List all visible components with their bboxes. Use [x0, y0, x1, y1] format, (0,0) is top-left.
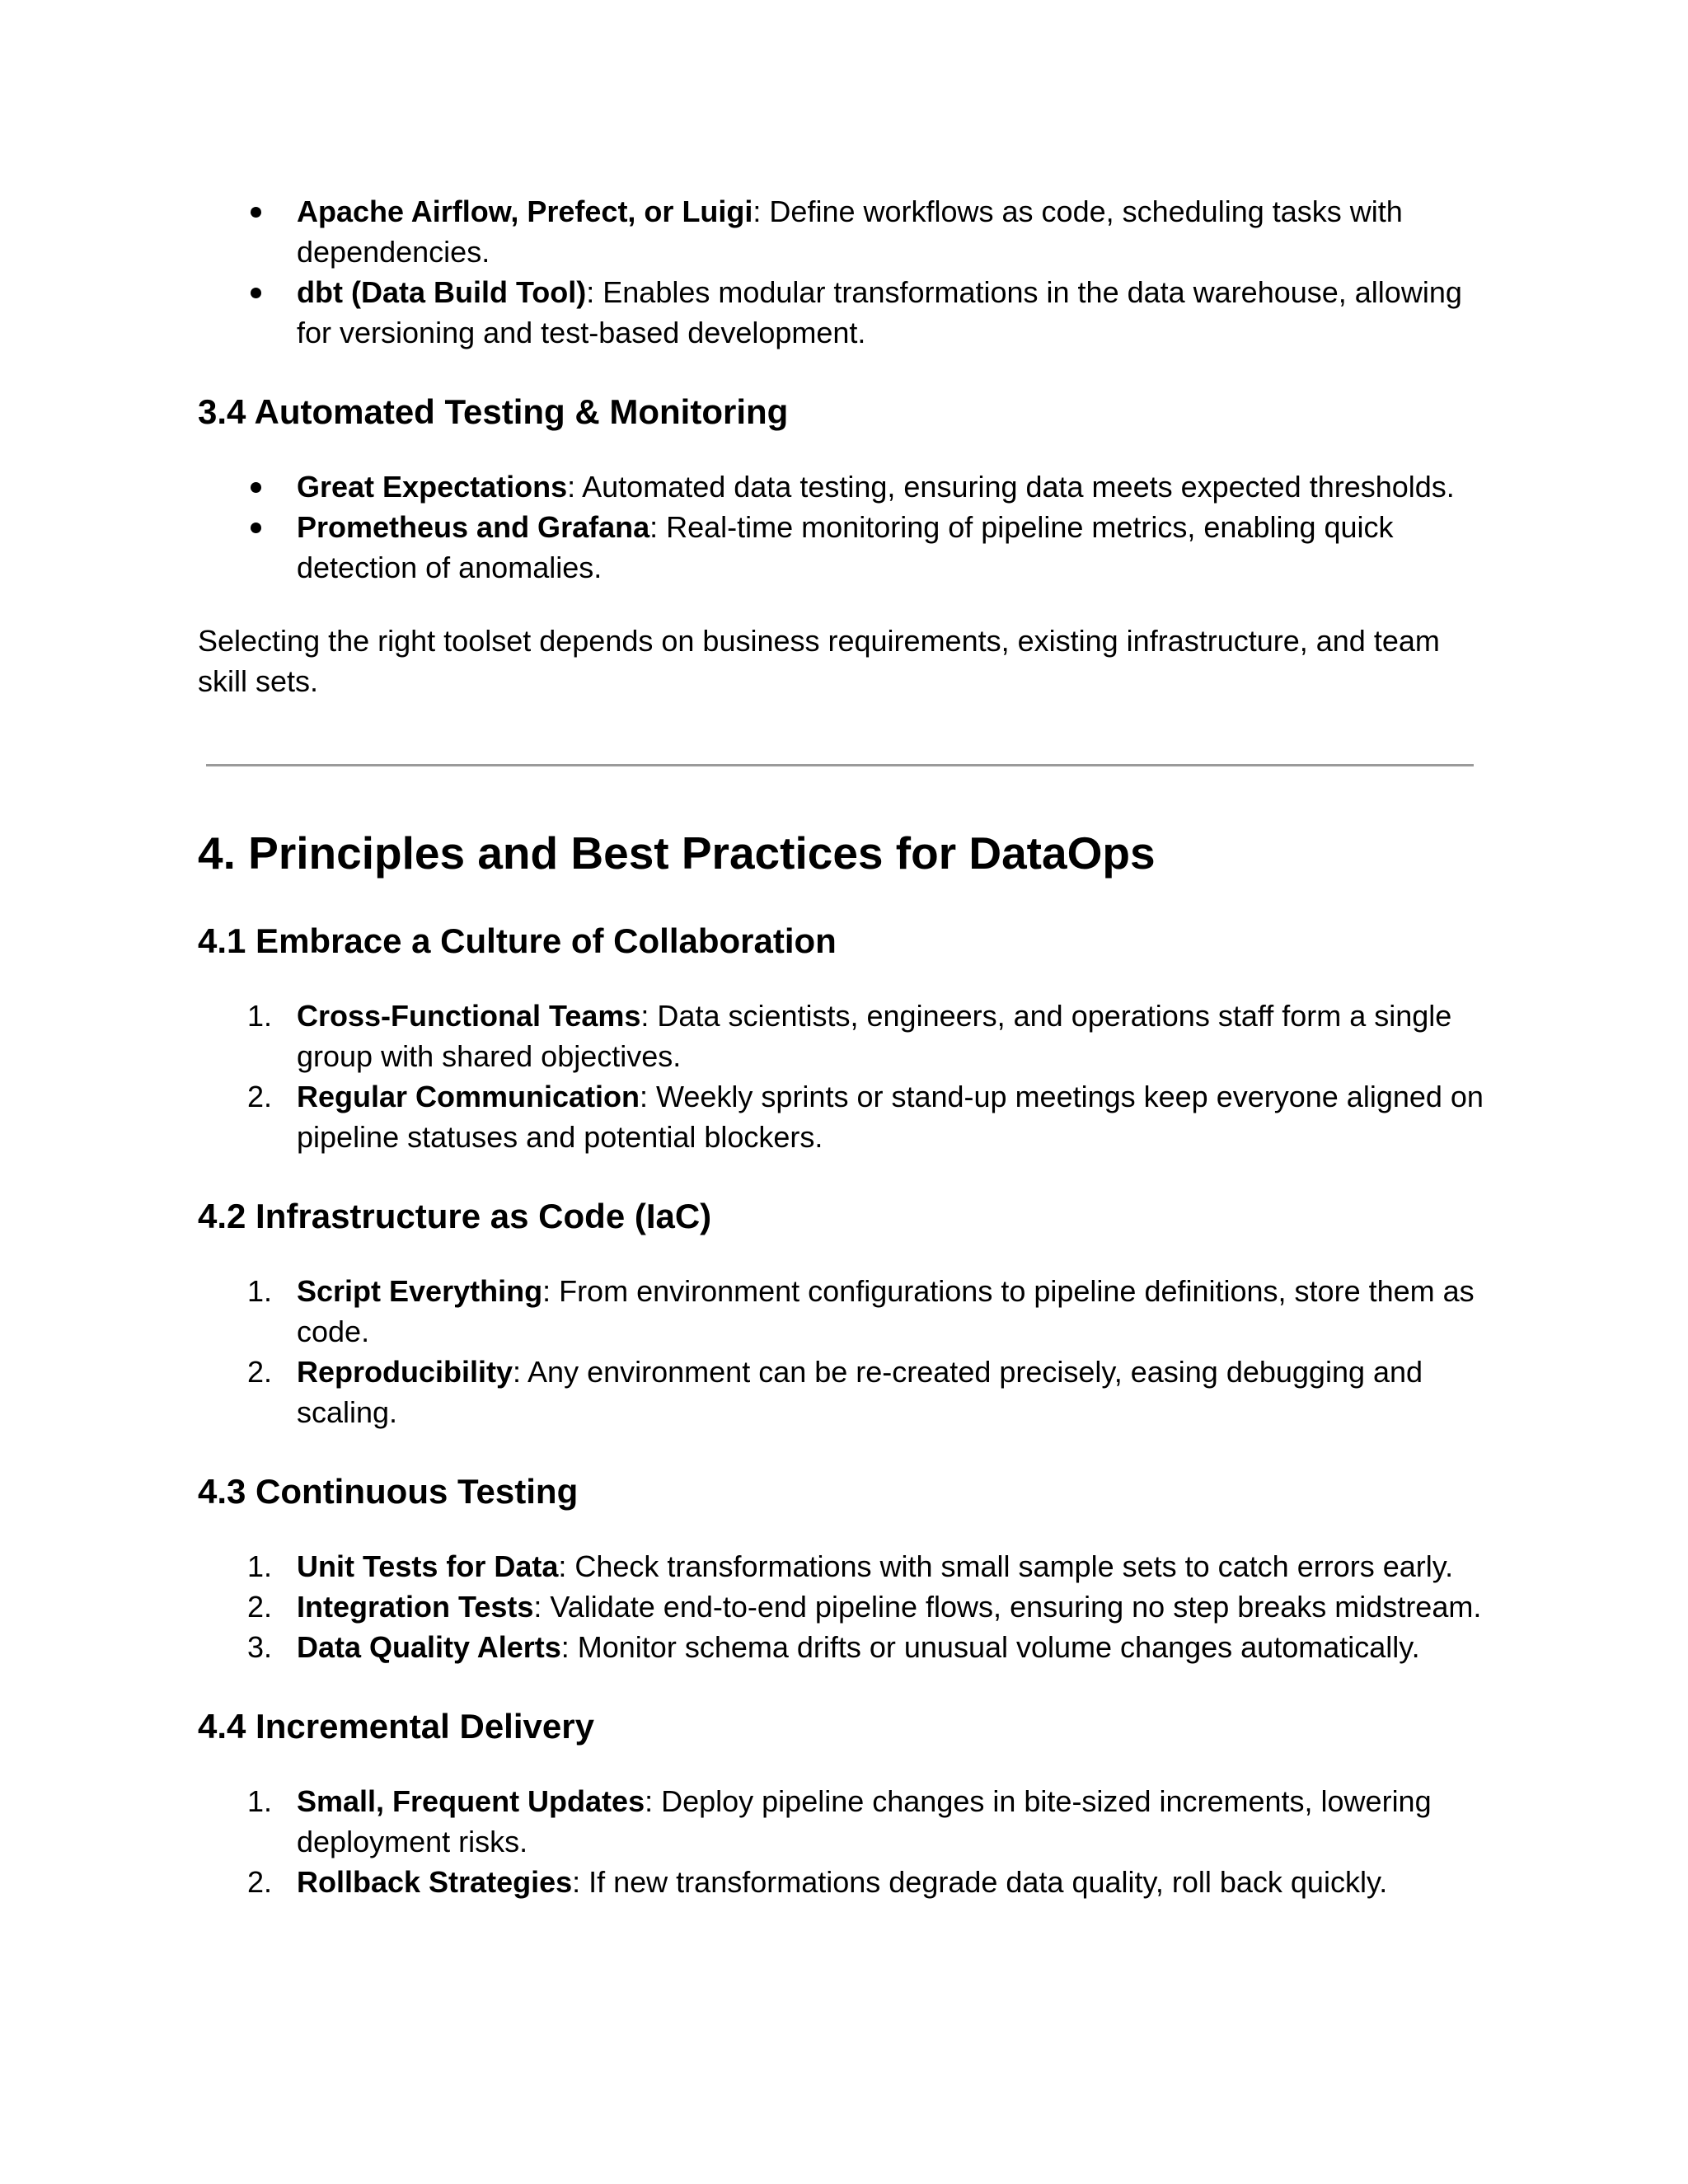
list-item-term: Unit Tests for Data	[297, 1549, 559, 1583]
list-item	[198, 1076, 1492, 1157]
list-item-term: Data Quality Alerts	[297, 1630, 561, 1664]
orchestration-tools-list	[198, 191, 1492, 353]
list-number: 1.	[247, 999, 273, 1033]
list-number: 1.	[247, 1549, 273, 1583]
list-number: 2.	[247, 1590, 273, 1624]
list-item-term: Cross-Functional Teams	[297, 999, 641, 1033]
list-item-term: Great Expectations	[297, 470, 568, 504]
list-item	[198, 996, 1492, 1076]
section-heading-4-2: 4.2 Infrastructure as Code (IaC)	[198, 1197, 712, 1235]
incremental-delivery-list	[198, 1781, 1492, 1902]
list-item-desc: : Validate end-to-end pipeline flows, ensuring no step breaks midstream.	[533, 1590, 1482, 1624]
list-item	[198, 1586, 1492, 1627]
list-item-term: Apache Airflow, Prefect, or Luigi	[297, 194, 753, 228]
list-item-term: Reproducibility	[297, 1355, 513, 1389]
list-item-term: Small, Frequent Updates	[297, 1784, 645, 1818]
list-item-desc: : Check transformations with small sample sets to catch errors early.	[558, 1549, 1454, 1583]
collaboration-list	[198, 996, 1492, 1157]
list-item-desc: : From environment configurations to pipeline definitions, store them as code.	[297, 1274, 1475, 1348]
document-page	[198, 191, 1492, 1902]
list-number: 1.	[247, 1274, 273, 1308]
list-item-desc: : Deploy pipeline changes in bite-sized increments, lowering deployment risks.	[297, 1784, 1432, 1858]
bullet-icon	[251, 207, 261, 218]
list-item	[198, 466, 1492, 507]
list-item	[198, 191, 1492, 272]
list-item-desc: : Data scientists, engineers, and operations staff form a single group with shared objectives.	[297, 999, 1452, 1073]
list-item-desc: : Monitor schema drifts or unusual volume changes automatically.	[560, 1630, 1420, 1664]
list-item-desc: : If new transformations degrade data quality, roll back quickly.	[572, 1865, 1388, 1899]
section-heading-4-4: 4.4 Incremental Delivery	[198, 1707, 594, 1746]
section-heading-3-4: 3.4 Automated Testing & Monitoring	[198, 392, 789, 431]
list-item-desc: : Real-time monitoring of pipeline metrics, enabling quick detection of anomalies.	[297, 510, 1394, 584]
list-item-desc: : Define workflows as code, scheduling tasks with dependencies.	[297, 194, 1403, 269]
list-number: 3.	[247, 1630, 273, 1664]
list-item-desc: : Weekly sprints or stand-up meetings keep everyone aligned on pipeline statuses and potential blockers.	[297, 1080, 1484, 1154]
bullet-icon	[251, 288, 261, 298]
testing-monitoring-list	[198, 466, 1492, 588]
continuous-testing-list	[198, 1546, 1492, 1667]
list-item-term: Integration Tests	[297, 1590, 534, 1624]
list-number: 2.	[247, 1080, 273, 1113]
list-item	[198, 272, 1492, 353]
list-item-term: Regular Communication	[297, 1080, 640, 1113]
section-divider	[206, 764, 1474, 766]
list-item-desc: : Automated data testing, ensuring data meets expected thresholds.	[567, 470, 1455, 504]
section-heading-4-1: 4.1 Embrace a Culture of Collaboration	[198, 921, 837, 960]
list-item-term: dbt (Data Build Tool)	[297, 275, 587, 309]
section-heading-4-3: 4.3 Continuous Testing	[198, 1472, 579, 1511]
list-number: 1.	[247, 1784, 273, 1818]
list-item-term: Rollback Strategies	[297, 1865, 573, 1899]
closing-paragraph: Selecting the right toolset depends on business requirements, existing infrastructure, and team skill sets.	[198, 624, 1440, 698]
list-item-term: Prometheus and Grafana	[297, 510, 650, 544]
list-item	[198, 1627, 1492, 1667]
list-item	[198, 1546, 1492, 1586]
bullet-icon	[251, 523, 261, 533]
list-item	[198, 507, 1492, 588]
list-item	[198, 1352, 1492, 1432]
bullet-icon	[251, 482, 261, 493]
list-number: 2.	[247, 1865, 273, 1899]
list-number: 2.	[247, 1355, 273, 1389]
section-heading-4: 4. Principles and Best Practices for DataOps	[198, 827, 1156, 879]
list-item-desc: : Enables modular transformations in the data warehouse, allowing for versioning and test-based development.	[297, 275, 1462, 349]
iac-list	[198, 1271, 1492, 1432]
list-item-term: Script Everything	[297, 1274, 543, 1308]
list-item	[198, 1271, 1492, 1352]
list-item	[198, 1862, 1492, 1902]
list-item	[198, 1781, 1492, 1862]
list-item-desc: : Any environment can be re-created precisely, easing debugging and scaling.	[297, 1355, 1423, 1429]
